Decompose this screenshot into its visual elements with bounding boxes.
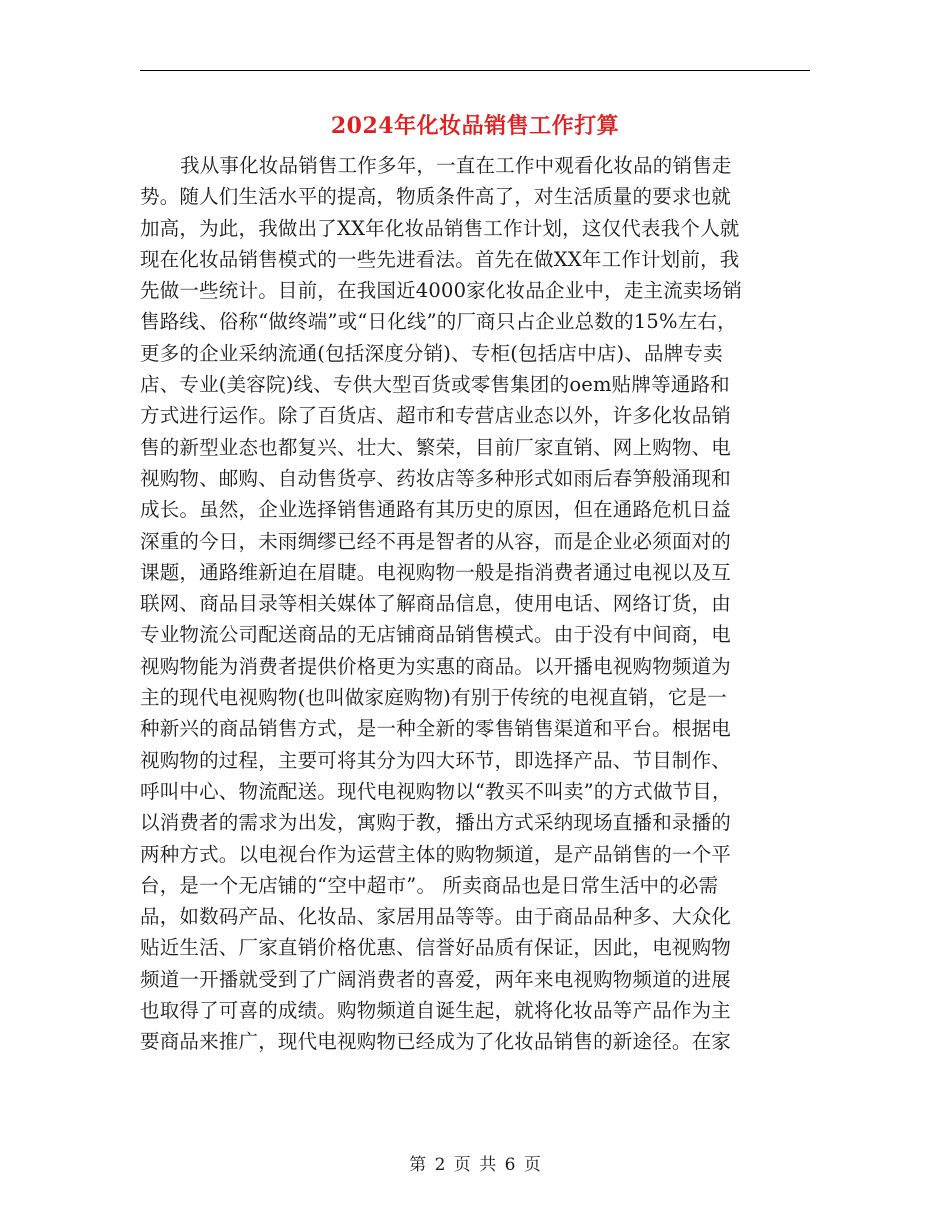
- body-text-line: 品，如数码产品、化妆品、家居用品等等。由于商品品种多、大众化: [140, 905, 732, 929]
- body-text-line: 视购物的过程，主要可将其分为四大环节，即选择产品、节目制作、: [140, 748, 732, 772]
- body-text-line: 视购物、邮购、自动售货亭、药妆店等多种形式如雨后春笋般涌现和: [140, 466, 732, 490]
- body-text-line: 深重的今日，未雨绸缪已经不再是智者的从容，而是企业必须面对的: [140, 529, 732, 553]
- body-text-line: 方式进行运作。除了百货店、超市和专营店业态以外，许多化妆品销: [140, 404, 732, 428]
- body-text-line: 种新兴的商品销售方式，是一种全新的零售销售渠道和平台。根据电: [140, 717, 732, 741]
- body-text-line: 联网、商品目录等相关媒体了解商品信息，使用电话、网络订货，由: [140, 592, 732, 616]
- body-text-line: 成长。虽然，企业选择销售通路有其历史的原因，但在通路危机日益: [140, 498, 732, 522]
- body-text-line: 视购物能为消费者提供价格更为实惠的商品。以开播电视购物频道为: [140, 654, 732, 678]
- body-text-line: 贴近生活、厂家直销价格优惠、信誉好品质有保证，因此，电视购物: [140, 936, 732, 960]
- body-text-line: 专业物流公司配送商品的无店铺商品销售模式。由于没有中间商，电: [140, 623, 732, 647]
- body-text-line: 更多的企业采纳流通(包括深度分销)、专柜(包括店中店)、品牌专卖: [140, 341, 723, 365]
- body-text-line: 以消费者的需求为出发，寓购于教，播出方式采纳现场直播和录播的: [140, 811, 732, 835]
- body-text-line: 售的新型业态也都复兴、壮大、繁荣，目前厂家直销、网上购物、电: [140, 435, 732, 459]
- body-text-line: 频道一开播就受到了广阔消费者的喜爱，两年来电视购物频道的进展: [140, 967, 732, 991]
- body-text-line: 我从事化妆品销售工作多年，一直在工作中观看化妆品的销售走: [180, 154, 732, 177]
- body-text-line: 课题，通路维新迫在眉睫。电视购物一般是指消费者通过电视以及互: [140, 560, 732, 584]
- body-text-line: 现在化妆品销售模式的一些先进看法。首先在做XX年工作计划前，我: [140, 247, 740, 271]
- header-rule: [140, 70, 810, 71]
- body-text-line: 也取得了可喜的成绩。购物频道自诞生起，就将化妆品等产品作为主: [140, 999, 732, 1023]
- body-text-line: 势。随人们生活水平的提高，物质条件高了，对生活质量的要求也就: [140, 185, 732, 209]
- document-title: 2024年化妆品销售工作打算: [330, 113, 620, 139]
- body-text-line: 要商品来推广，现代电视购物已经成为了化妆品销售的新途径。在家: [140, 1030, 732, 1054]
- body-text-line: 两种方式。以电视台作为运营主体的购物频道，是产品销售的一个平: [140, 842, 732, 866]
- document-body: [140, 150, 810, 1058]
- body-text-line: 加高，为此，我做出了XX年化妆品销售工作计划，这仅代表我个人就: [140, 216, 740, 240]
- body-text-line: 售路线、俗称“做终端”或“日化线”的厂商只占企业总数的15%左右，: [140, 310, 737, 334]
- page-footer: 第 2 页 共 6 页: [409, 1155, 541, 1175]
- body-text-line: 呼叫中心、物流配送。现代电视购物以“教买不叫卖”的方式做节目，: [140, 779, 732, 803]
- body-text-line: 台，是一个无店铺的“空中超市”。 所卖商品也是日常生活中的必需: [140, 873, 719, 897]
- body-text-line: 店、专业(美容院)线、专供大型百货或零售集团的oem贴牌等通路和: [140, 373, 730, 397]
- body-text-line: 主的现代电视购物(也叫做家庭购物)有别于传统的电视直销，它是一: [140, 686, 727, 710]
- body-text-line: 先做一些统计。目前，在我国近4000家化妆品企业中，走主流卖场销: [140, 279, 743, 303]
